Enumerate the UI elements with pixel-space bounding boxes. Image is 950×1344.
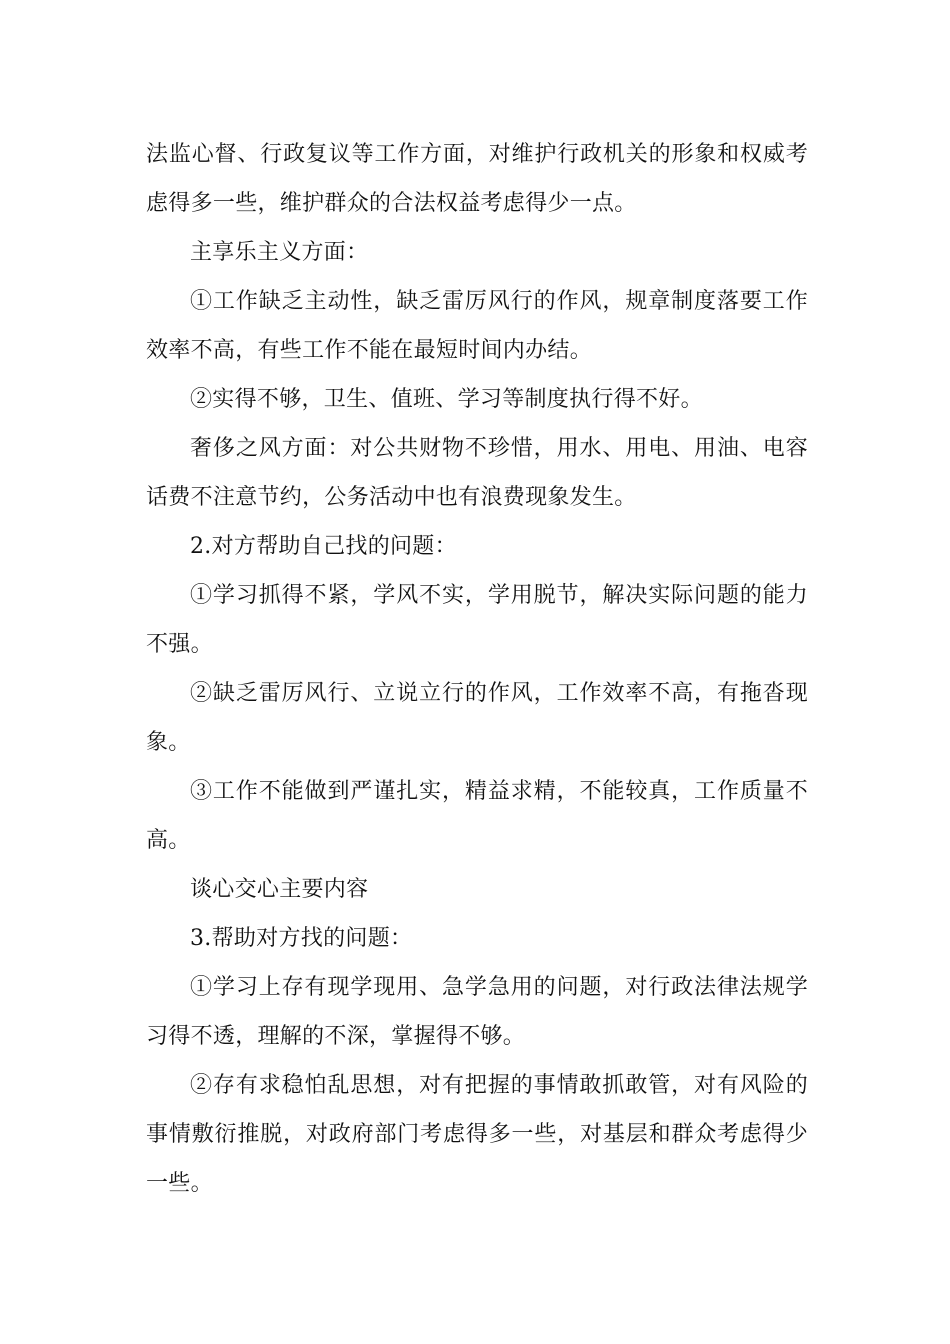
paragraph-hedonism-item-1: ①工作缺乏主动性，缺乏雷厉风行的作风，规章制度落要工作效率不高，有些工作不能在最短时间内办结。: [146, 289, 808, 363]
paragraph-section-2-heading: 2.对方帮助自己找的问题：: [190, 534, 457, 559]
paragraph-section-3-heading: 3.帮助对方找的问题：: [190, 926, 413, 951]
paragraph-hedonism-item-2: ②实得不够，卫生、值班、学习等制度执行得不好。: [190, 387, 703, 412]
paragraph-continuation: 法监心督、行政复议等工作方面，对维护行政机关的形象和权威考虑得多一些，维护群众的合法权益考虑得少一点。: [146, 142, 808, 216]
paragraph-section-2-item-1: ①学习抓得不紧，学风不实，学用脱节，解决实际问题的能力不强。: [146, 583, 808, 657]
paragraph-section-2-item-3: ③工作不能做到严谨扎实，精益求精，不能较真，工作质量不高。: [146, 779, 808, 853]
paragraph-hedonism-heading: 主享乐主义方面：: [190, 240, 369, 265]
paragraph-extravagance: 奢侈之风方面：对公共财物不珍惜，用水、用电、用油、电容话费不注意节约，公务活动中也有浪费现象发生。: [146, 436, 808, 510]
paragraph-main-content-heading: 谈心交心主要内容: [190, 877, 369, 902]
paragraph-section-2-item-2: ②缺乏雷厉风行、立说立行的作风，工作效率不高，有拖沓现象。: [146, 681, 808, 755]
paragraph-section-3-item-1: ①学习上存有现学现用、急学急用的问题，对行政法律法规学习得不透，理解的不深，掌握得不够。: [146, 975, 808, 1049]
paragraph-section-3-item-2: ②存有求稳怕乱思想，对有把握的事情敢抓敢管，对有风险的事情敷衍推脱，对政府部门考虑得多一些，对基层和群众考虑得少一些。: [146, 1073, 808, 1196]
document-body: [146, 130, 808, 1208]
